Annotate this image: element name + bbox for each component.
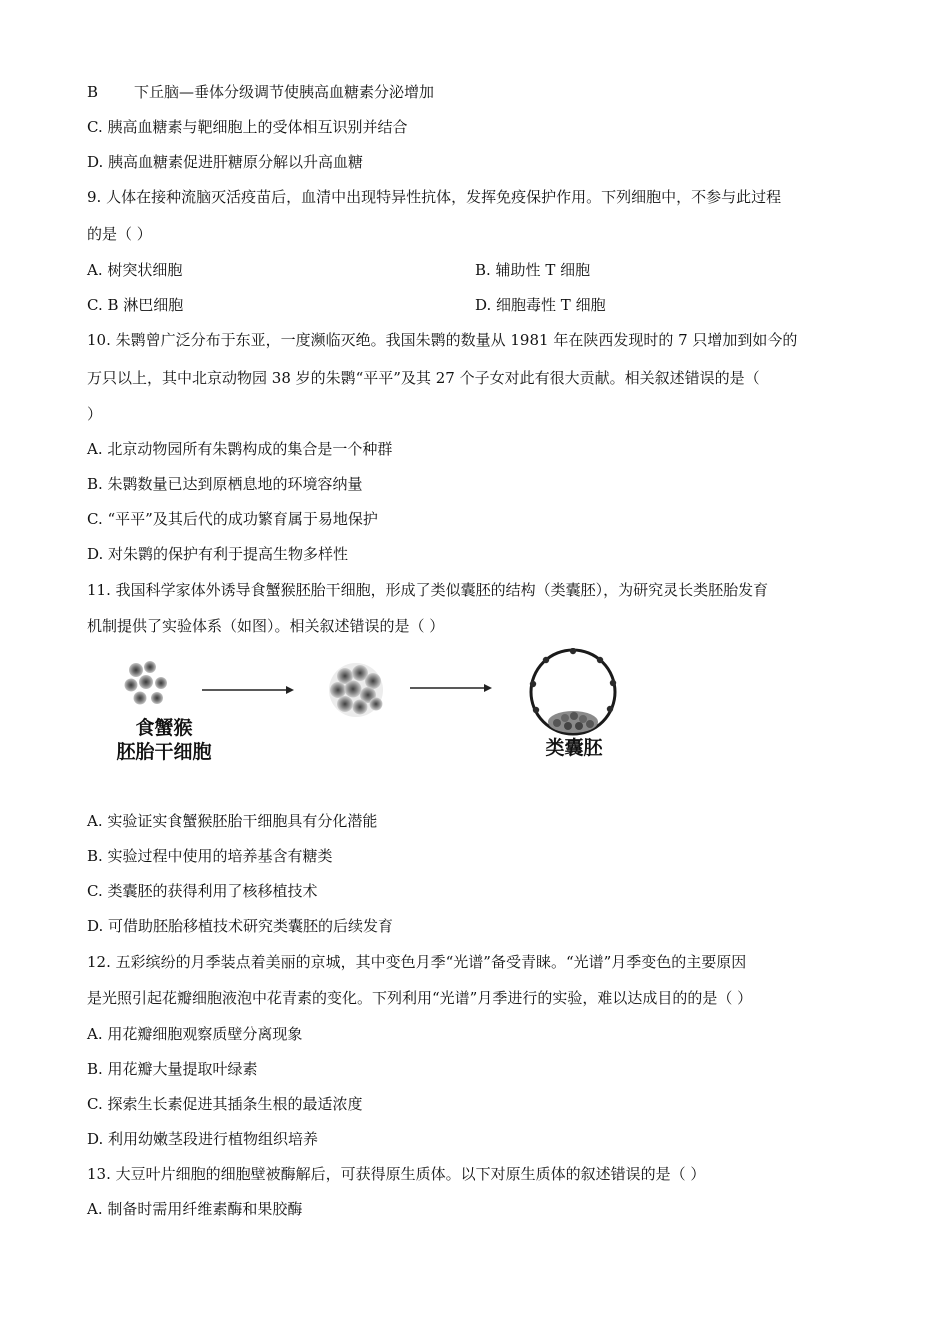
q8-option-b-label: B <box>87 83 99 101</box>
q12-option-c: C. 探索生长素促进其插条生根的最适浓度 <box>87 1095 363 1113</box>
q10-stem-line2: 万只以上，其中北京动物园 38 岁的朱鹮“平平”及其 27 个子女对此有很大贡献。相关叙述错误的是（ <box>87 369 760 387</box>
q12-stem-line2: 是光照引起花瓣细胞液泡中花青素的变化。下列利用“光谱”月季进行的实验，难以达成目的的是（ ） <box>87 989 753 1007</box>
q9-option-a: A. 树突状细胞 <box>87 261 183 279</box>
q9-option-d: D. 细胞毒性 T 细胞 <box>475 296 606 314</box>
q11-option-a: A. 实验证实食蟹猴胚胎干细胞具有分化潜能 <box>87 812 378 830</box>
stem-cell-label-line1: 食蟹猴 <box>135 717 193 739</box>
q8-option-b-text: 下丘脑—垂体分级调节使胰高血糖素分泌增加 <box>134 83 435 101</box>
blastoid-label: 类囊胚 <box>545 737 603 759</box>
q13-stem-line1: 13. 大豆叶片细胞的细胞壁被酶解后，可获得原生质体。以下对原生质体的叙述错误的是（ ） <box>87 1165 706 1183</box>
q12-stem-line1: 12. 五彩缤纷的月季装点着美丽的京城，其中变色月季“光谱”备受青睐。“光谱”月季变色的主要原因 <box>87 953 747 971</box>
q10-option-b: B. 朱鹮数量已达到原栖息地的环境容纳量 <box>87 475 363 493</box>
q10-stem-line1: 10. 朱鹮曾广泛分布于东亚，一度濒临灭绝。我国朱鹮的数量从 1981 年在陕西发现时的 7 只增加到如今的 <box>87 331 798 349</box>
q8-option-d: D. 胰高血糖素促进肝糖原分解以升高血糖 <box>87 153 364 171</box>
q12-option-d: D. 利用幼嫩茎段进行植物组织培养 <box>87 1130 319 1148</box>
q11-option-d: D. 可借助胚胎移植技术研究类囊胚的后续发育 <box>87 917 394 935</box>
stem-cell-label-line2: 胚胎干细胞 <box>116 741 212 763</box>
blastoid-icon <box>530 648 616 734</box>
q11-stem-line1: 11. 我国科学家体外诱导食蟹猴胚胎干细胞，形成了类似囊胚的结构（类囊胚），为研究灵长类胚胎发育 <box>87 581 769 599</box>
stem-cells-icon <box>125 661 168 705</box>
q9-option-b: B. 辅助性 T 细胞 <box>475 261 591 279</box>
q11-option-b: B. 实验过程中使用的培养基含有糖类 <box>87 847 333 865</box>
q10-stem-line3: ） <box>87 405 103 423</box>
q12-option-a: A. 用花瓣细胞观察质壁分离现象 <box>87 1025 303 1043</box>
q10-option-a: A. 北京动物园所有朱鹮构成的集合是一个种群 <box>87 440 393 458</box>
q9-stem-line1: 9. 人体在接种流脑灭活疫苗后，血清中出现特异性抗体，发挥免疫保护作用。下列细胞中，不参与此过程 <box>87 188 782 206</box>
q9-option-c: C. B 淋巴细胞 <box>87 296 184 314</box>
q10-option-c: C. “平平”及其后代的成功繁育属于易地保护 <box>87 510 378 528</box>
arrow-right-icon <box>410 684 492 692</box>
q10-option-d: D. 对朱鹮的保护有利于提高生物多样性 <box>87 545 349 563</box>
arrow-right-icon <box>202 686 294 694</box>
cell-aggregate-icon <box>329 663 383 717</box>
q8-option-b <box>87 82 434 102</box>
blastoid-figure <box>100 648 660 788</box>
q11-stem-line2: 机制提供了实验体系（如图）。相关叙述错误的是（ ） <box>87 617 445 635</box>
q12-option-b: B. 用花瓣大量提取叶绿素 <box>87 1060 258 1078</box>
q13-option-a: A. 制备时需用纤维素酶和果胶酶 <box>87 1200 303 1218</box>
q9-stem-line2: 的是（ ） <box>87 225 152 243</box>
q11-option-c: C. 类囊胚的获得利用了核移植技术 <box>87 882 318 900</box>
q8-option-c: C. 胰高血糖素与靶细胞上的受体相互识别并结合 <box>87 118 408 136</box>
